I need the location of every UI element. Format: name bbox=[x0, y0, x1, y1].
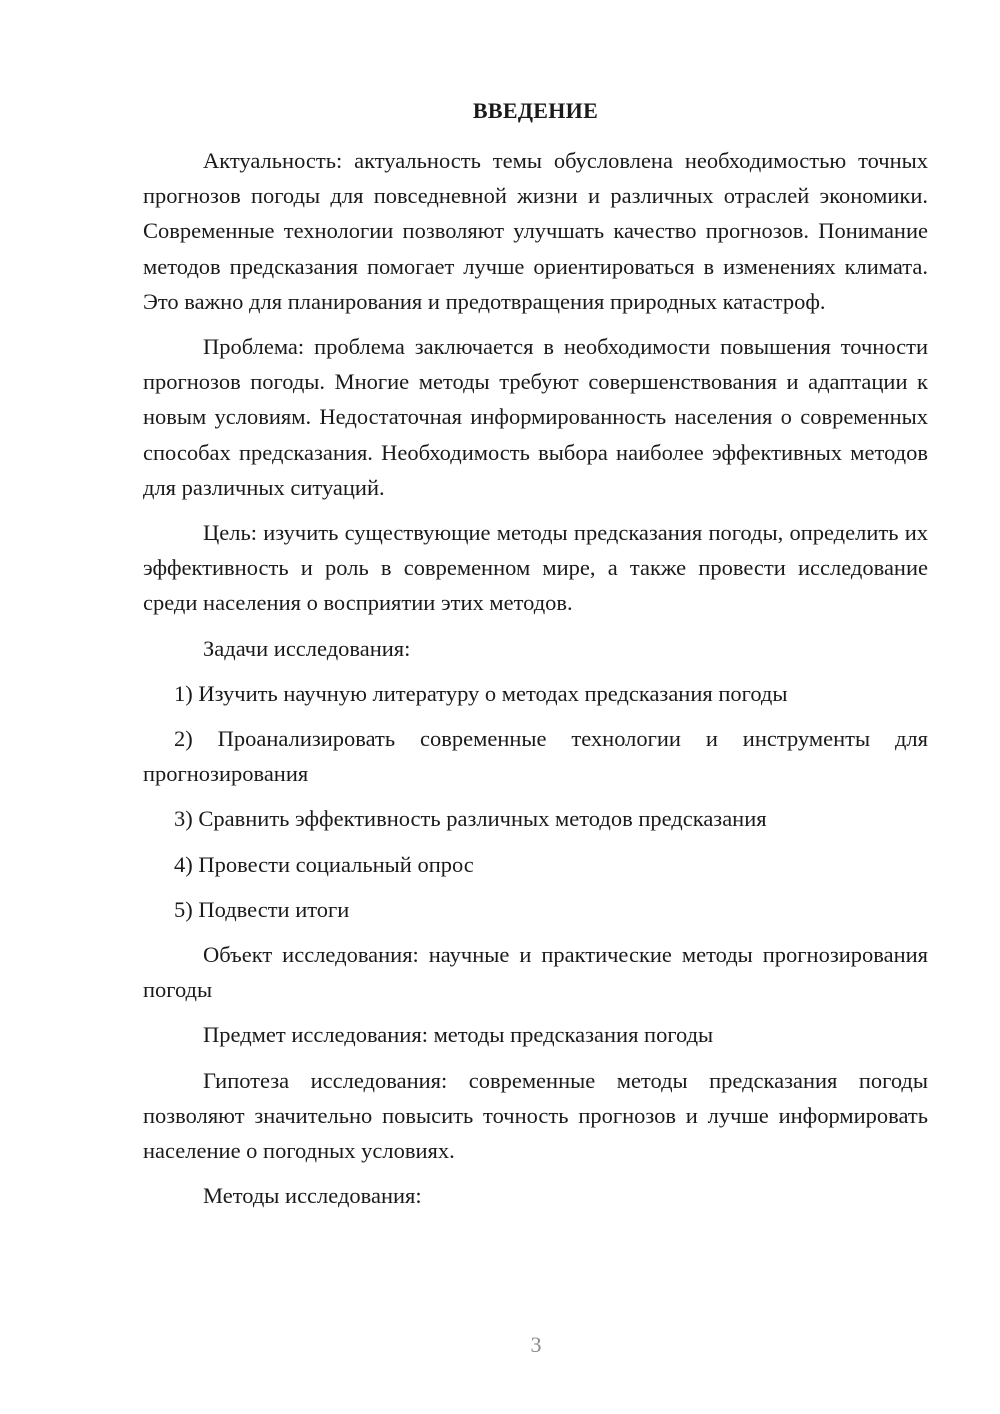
tasks-heading: Задачи исследования: bbox=[203, 635, 411, 661]
object-paragraph: Объект исследования: научные и практические методы прогнозирования погоды bbox=[143, 942, 928, 1003]
task-item-4: 4) Провести социальный опрос bbox=[174, 851, 474, 877]
subject-paragraph: Предмет исследования: методы предсказания погоды bbox=[203, 1022, 714, 1048]
task-item-2: 2) Проанализировать современные технологии и инструменты для прогнозирования bbox=[143, 726, 928, 787]
hypothesis-paragraph: Гипотеза исследования: современные методы предсказания погоды позволяют значительно повысить точность прогнозов и лучше информировать население о погодных условиях. bbox=[143, 1067, 928, 1164]
task-item-1: 1) Изучить научную литературу о методах предсказания погоды bbox=[174, 680, 788, 706]
task-item-3: 3) Сравнить эффективность различных методов предсказания bbox=[174, 806, 767, 832]
page-content bbox=[143, 96, 928, 1223]
page-number: 3 bbox=[530, 1332, 542, 1357]
goal-paragraph: Цель: изучить существующие методы предсказания погоды, определить их эффективность и роль в современном мире, а также провести исследование среди населения о восприятии этих методов. bbox=[143, 520, 928, 616]
methods-heading: Методы исследования: bbox=[203, 1183, 422, 1209]
problem-paragraph: Проблема: проблема заключается в необходимости повышения точности прогнозов погоды. Многие методы требуют совершенствования и адаптации к новым условиям. Недостаточная информированность населения о современных способах предсказания. Необходимость выбора наиболее эффективных методов для различных ситуаций. bbox=[143, 334, 928, 500]
relevance-paragraph: Актуальность: актуальность темы обусловлена необходимостью точных прогнозов погоды для повседневной жизни и различных отраслей экономики. Современные технологии позволяют улучшать качество прогнозов. Понимание методов предсказания помогает лучше ориентироваться в изменениях климата. Это важно для планирования и предотвращения природных катастроф. bbox=[143, 148, 928, 314]
section-title: ВВЕДЕНИЕ bbox=[472, 98, 599, 123]
task-item-5: 5) Подвести итоги bbox=[174, 896, 350, 922]
